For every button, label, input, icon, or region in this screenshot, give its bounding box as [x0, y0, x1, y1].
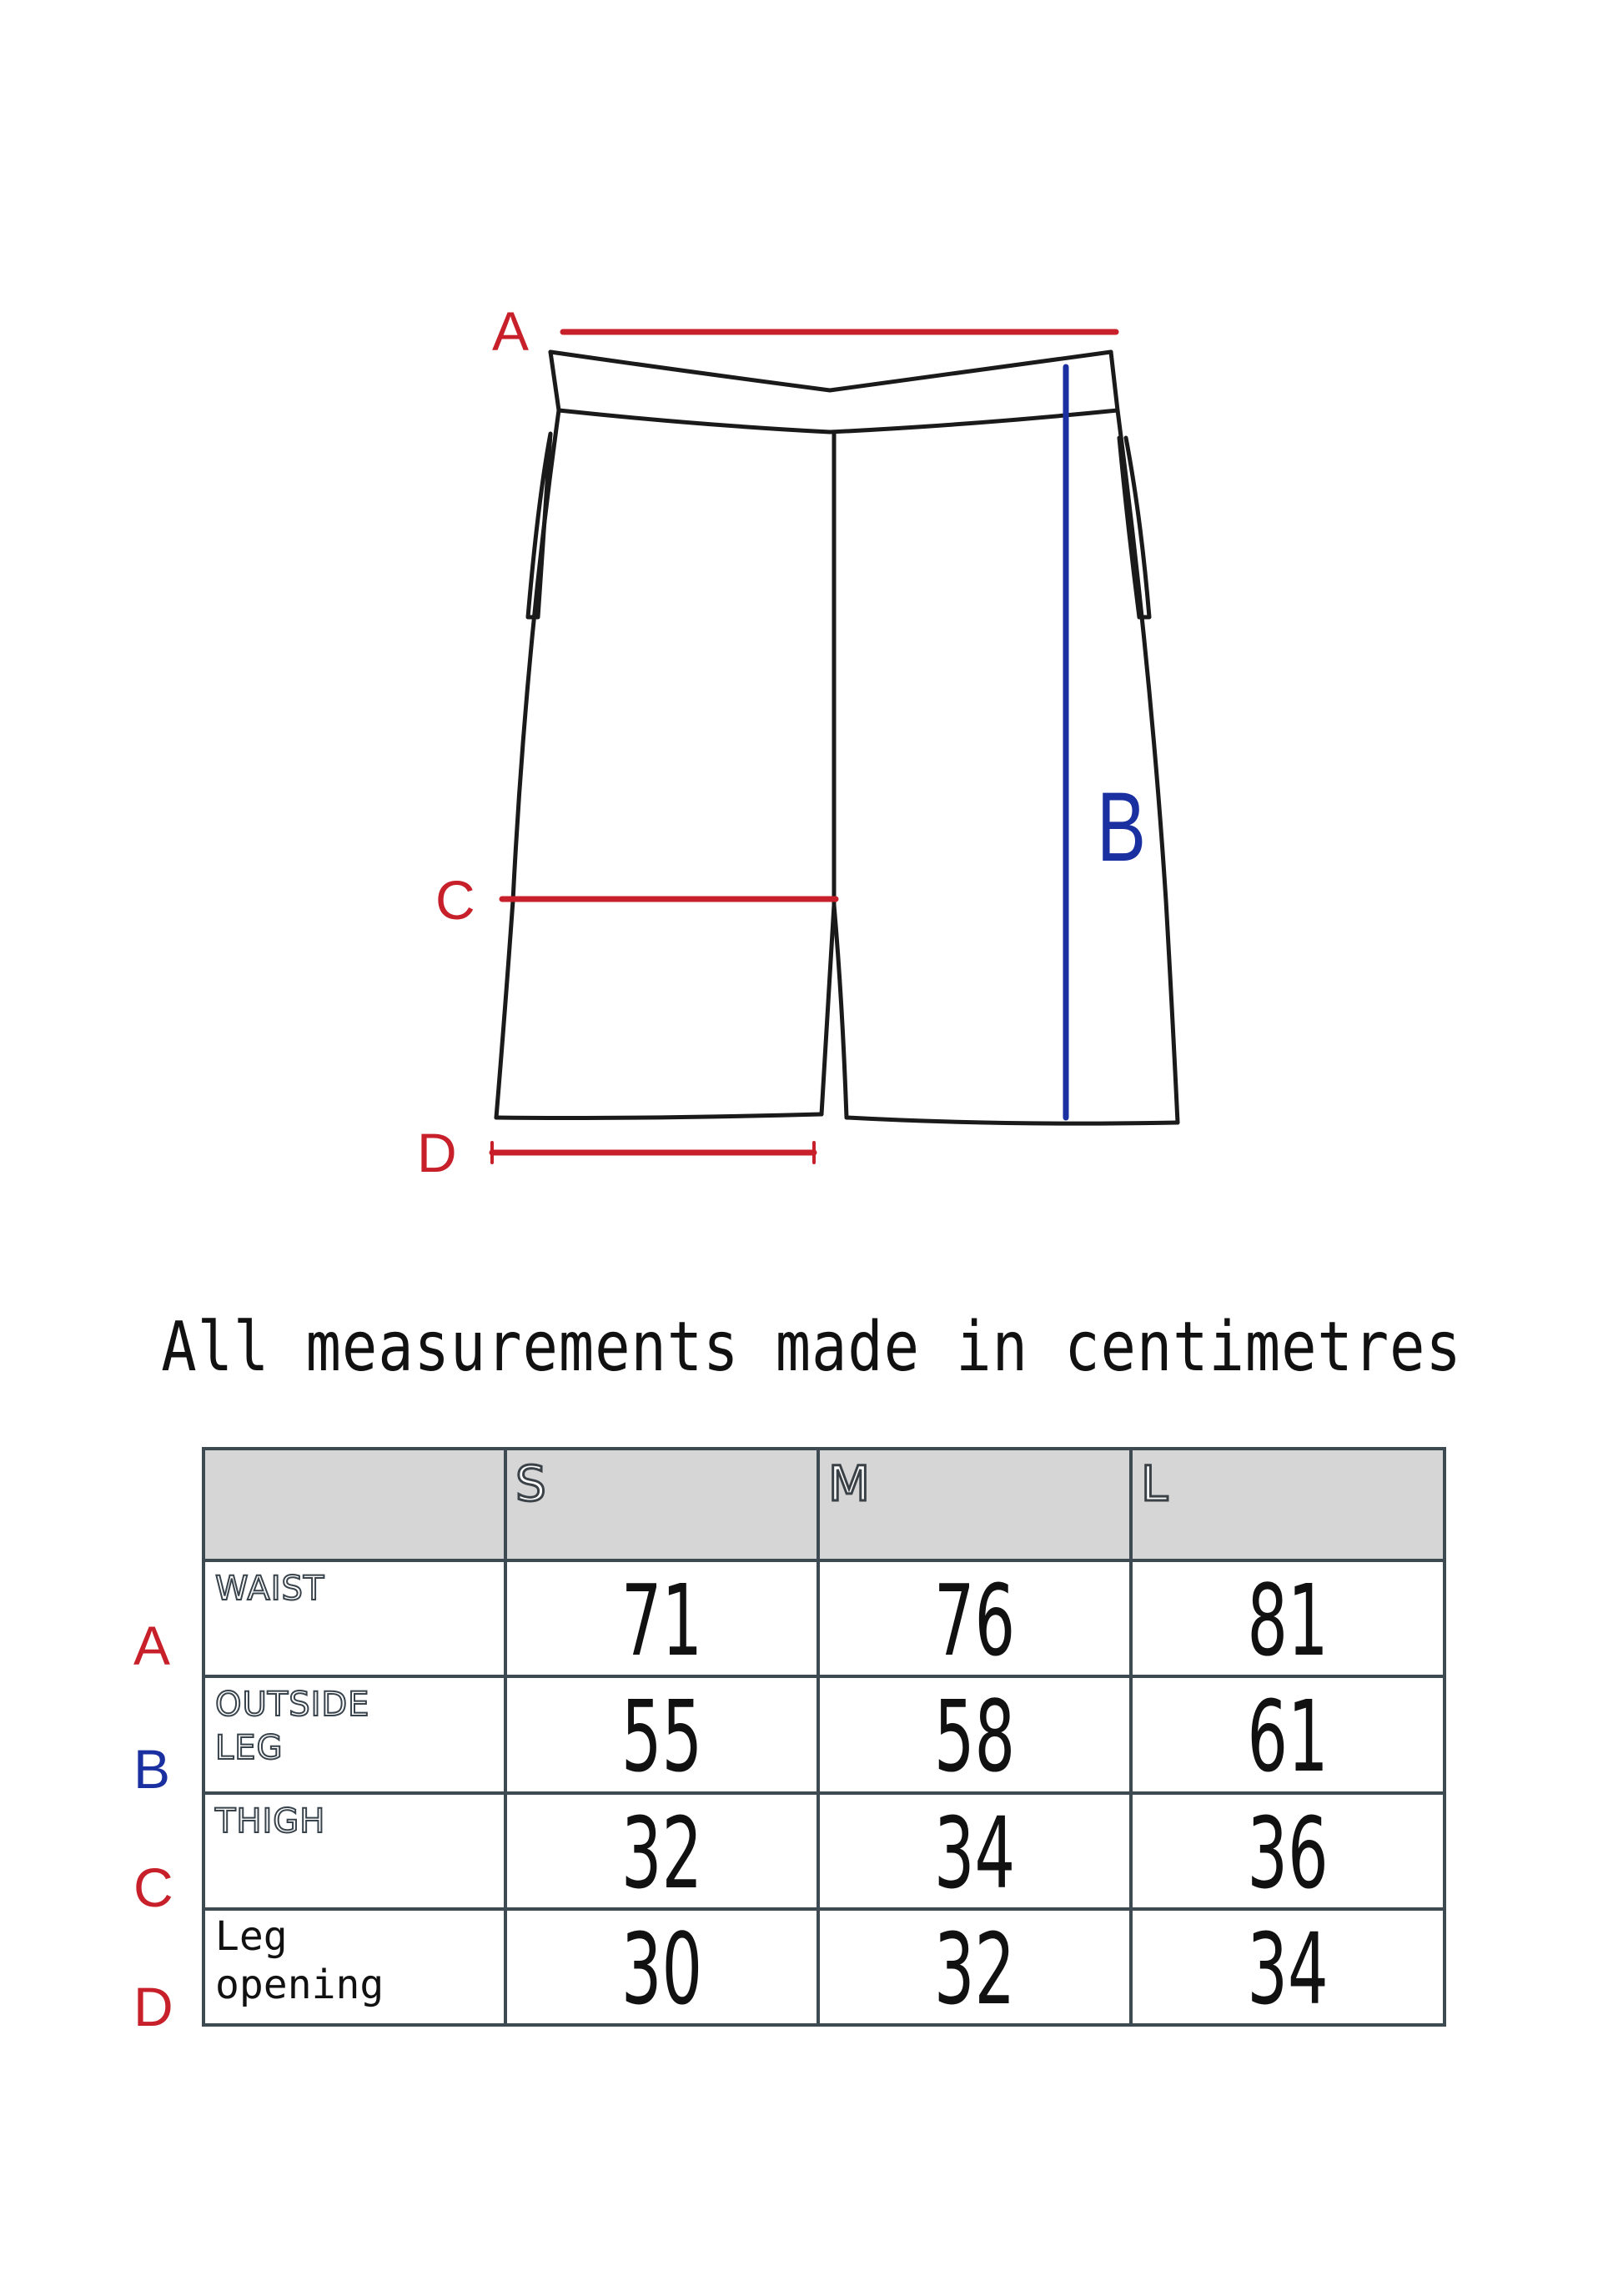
left-leg-outer: [496, 410, 559, 1118]
value-thigh-l: 36: [1247, 1795, 1329, 1911]
row-label-waist: WAIST: [215, 1570, 325, 1608]
left-pocket: [528, 434, 550, 617]
value-cell: [505, 1560, 818, 1676]
row-label-thigh: THIGH: [215, 1801, 326, 1841]
value-waist-l: 81: [1247, 1563, 1329, 1678]
size-label: S: [515, 1455, 548, 1512]
dimension-letter-d: D: [417, 1122, 457, 1183]
table-header-row: [204, 1449, 1445, 1560]
row-label-cell: [204, 1909, 505, 2025]
value-waist-s: 71: [621, 1563, 703, 1678]
value-thigh-m: 34: [933, 1795, 1016, 1911]
value-cell: [818, 1793, 1131, 1909]
row-label-cell: [204, 1560, 505, 1676]
value-cell: [505, 1793, 818, 1909]
value-thigh-s: 32: [621, 1795, 703, 1911]
table-row: [204, 1560, 1445, 1676]
right-hem: [847, 1118, 1178, 1123]
value-cell: [818, 1676, 1131, 1795]
value-outside-leg-l: 61: [1247, 1679, 1329, 1795]
table-row: [204, 1793, 1445, 1909]
shorts-outline: [496, 352, 1178, 1123]
value-cell: [1131, 1676, 1445, 1795]
size-table: [202, 1447, 1446, 2027]
row-letter-d: D: [133, 1976, 173, 2037]
right-leg-inner: [834, 905, 847, 1118]
row-letter-b: B: [133, 1738, 171, 1800]
caption: All measurements made in centimetres: [161, 1308, 1462, 1387]
row-label-leg-opening: Leg opening: [215, 1912, 384, 2008]
left-hem: [496, 1114, 822, 1118]
value-cell: [505, 1676, 818, 1795]
size-header-m: [818, 1449, 1131, 1560]
waistband-right-edge: [1111, 352, 1118, 410]
value-cell: [1131, 1793, 1445, 1909]
header-empty-cell: [204, 1449, 505, 1560]
value-waist-m: 76: [933, 1563, 1016, 1678]
row-label-cell: [204, 1676, 505, 1792]
dimension-letter-a: A: [492, 300, 530, 362]
right-pocket: [1119, 438, 1149, 617]
value-leg-opening-s: 30: [621, 1911, 703, 2027]
waistband-left-edge: [550, 352, 559, 410]
value-leg-opening-m: 32: [933, 1911, 1016, 2027]
measurement-lines: [492, 332, 1116, 1163]
value-outside-leg-m: 58: [933, 1679, 1016, 1795]
value-cell: [505, 1909, 818, 2025]
waistband-bottom: [559, 410, 1118, 432]
size-label: L: [1141, 1455, 1170, 1512]
value-cell: [818, 1560, 1131, 1676]
left-leg-inner: [822, 434, 834, 1114]
table-row: [204, 1909, 1445, 2025]
size-label: M: [828, 1455, 872, 1512]
dimension-letter-b: B: [1097, 772, 1147, 883]
waistband-top: [550, 352, 1111, 390]
row-letter-c: C: [133, 1856, 173, 1918]
row-label-cell: [204, 1793, 505, 1909]
table-row: [204, 1676, 1445, 1792]
value-cell: [818, 1909, 1131, 2025]
value-outside-leg-s: 55: [621, 1679, 703, 1795]
row-letter-a: A: [133, 1615, 171, 1676]
size-header-l: [1131, 1449, 1445, 1560]
value-cell: [1131, 1560, 1445, 1676]
value-cell: [1131, 1909, 1445, 2025]
row-label-outside-leg: OUTSIDE LEG: [215, 1686, 370, 1768]
size-header-s: [505, 1449, 818, 1560]
dimension-letter-c: C: [435, 869, 475, 931]
value-leg-opening-l: 34: [1247, 1911, 1329, 2027]
